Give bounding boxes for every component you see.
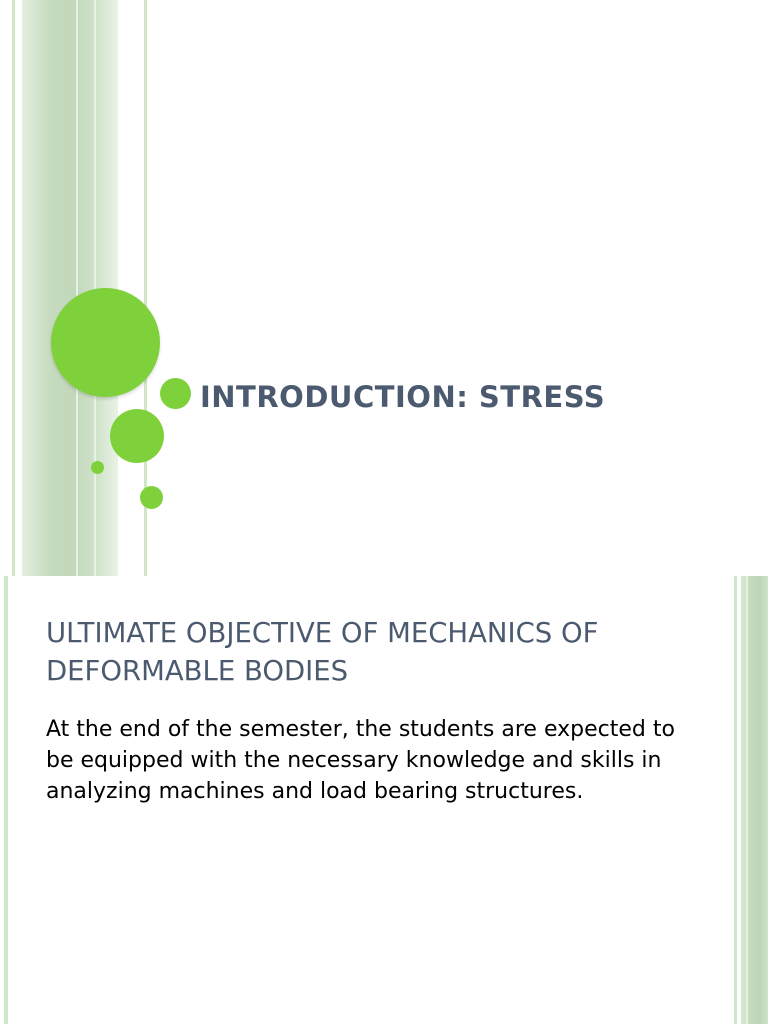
slide-body-text: At the end of the semester, the students are expected to be equipped with the necessary knowledge and skills in analyzing machines and load bearing structures. [46,717,675,804]
decorative-circle-icon [110,409,164,463]
decorative-circle-icon [51,288,160,397]
decorative-band [12,0,15,576]
slide-title: INTRODUCTION: STRESS [200,380,606,414]
decorative-band [4,576,8,1024]
decorative-circle-icon [140,486,163,509]
content-slide [0,576,768,1024]
decorative-band [76,0,78,576]
decorative-circle-icon [91,461,104,474]
decorative-circle-icon [160,378,191,409]
decorative-band [734,576,737,1024]
decorative-band [746,576,748,1024]
slide-heading: ULTIMATE OBJECTIVE OF MECHANICS OF DEFORMABLE BODIES [46,617,599,687]
